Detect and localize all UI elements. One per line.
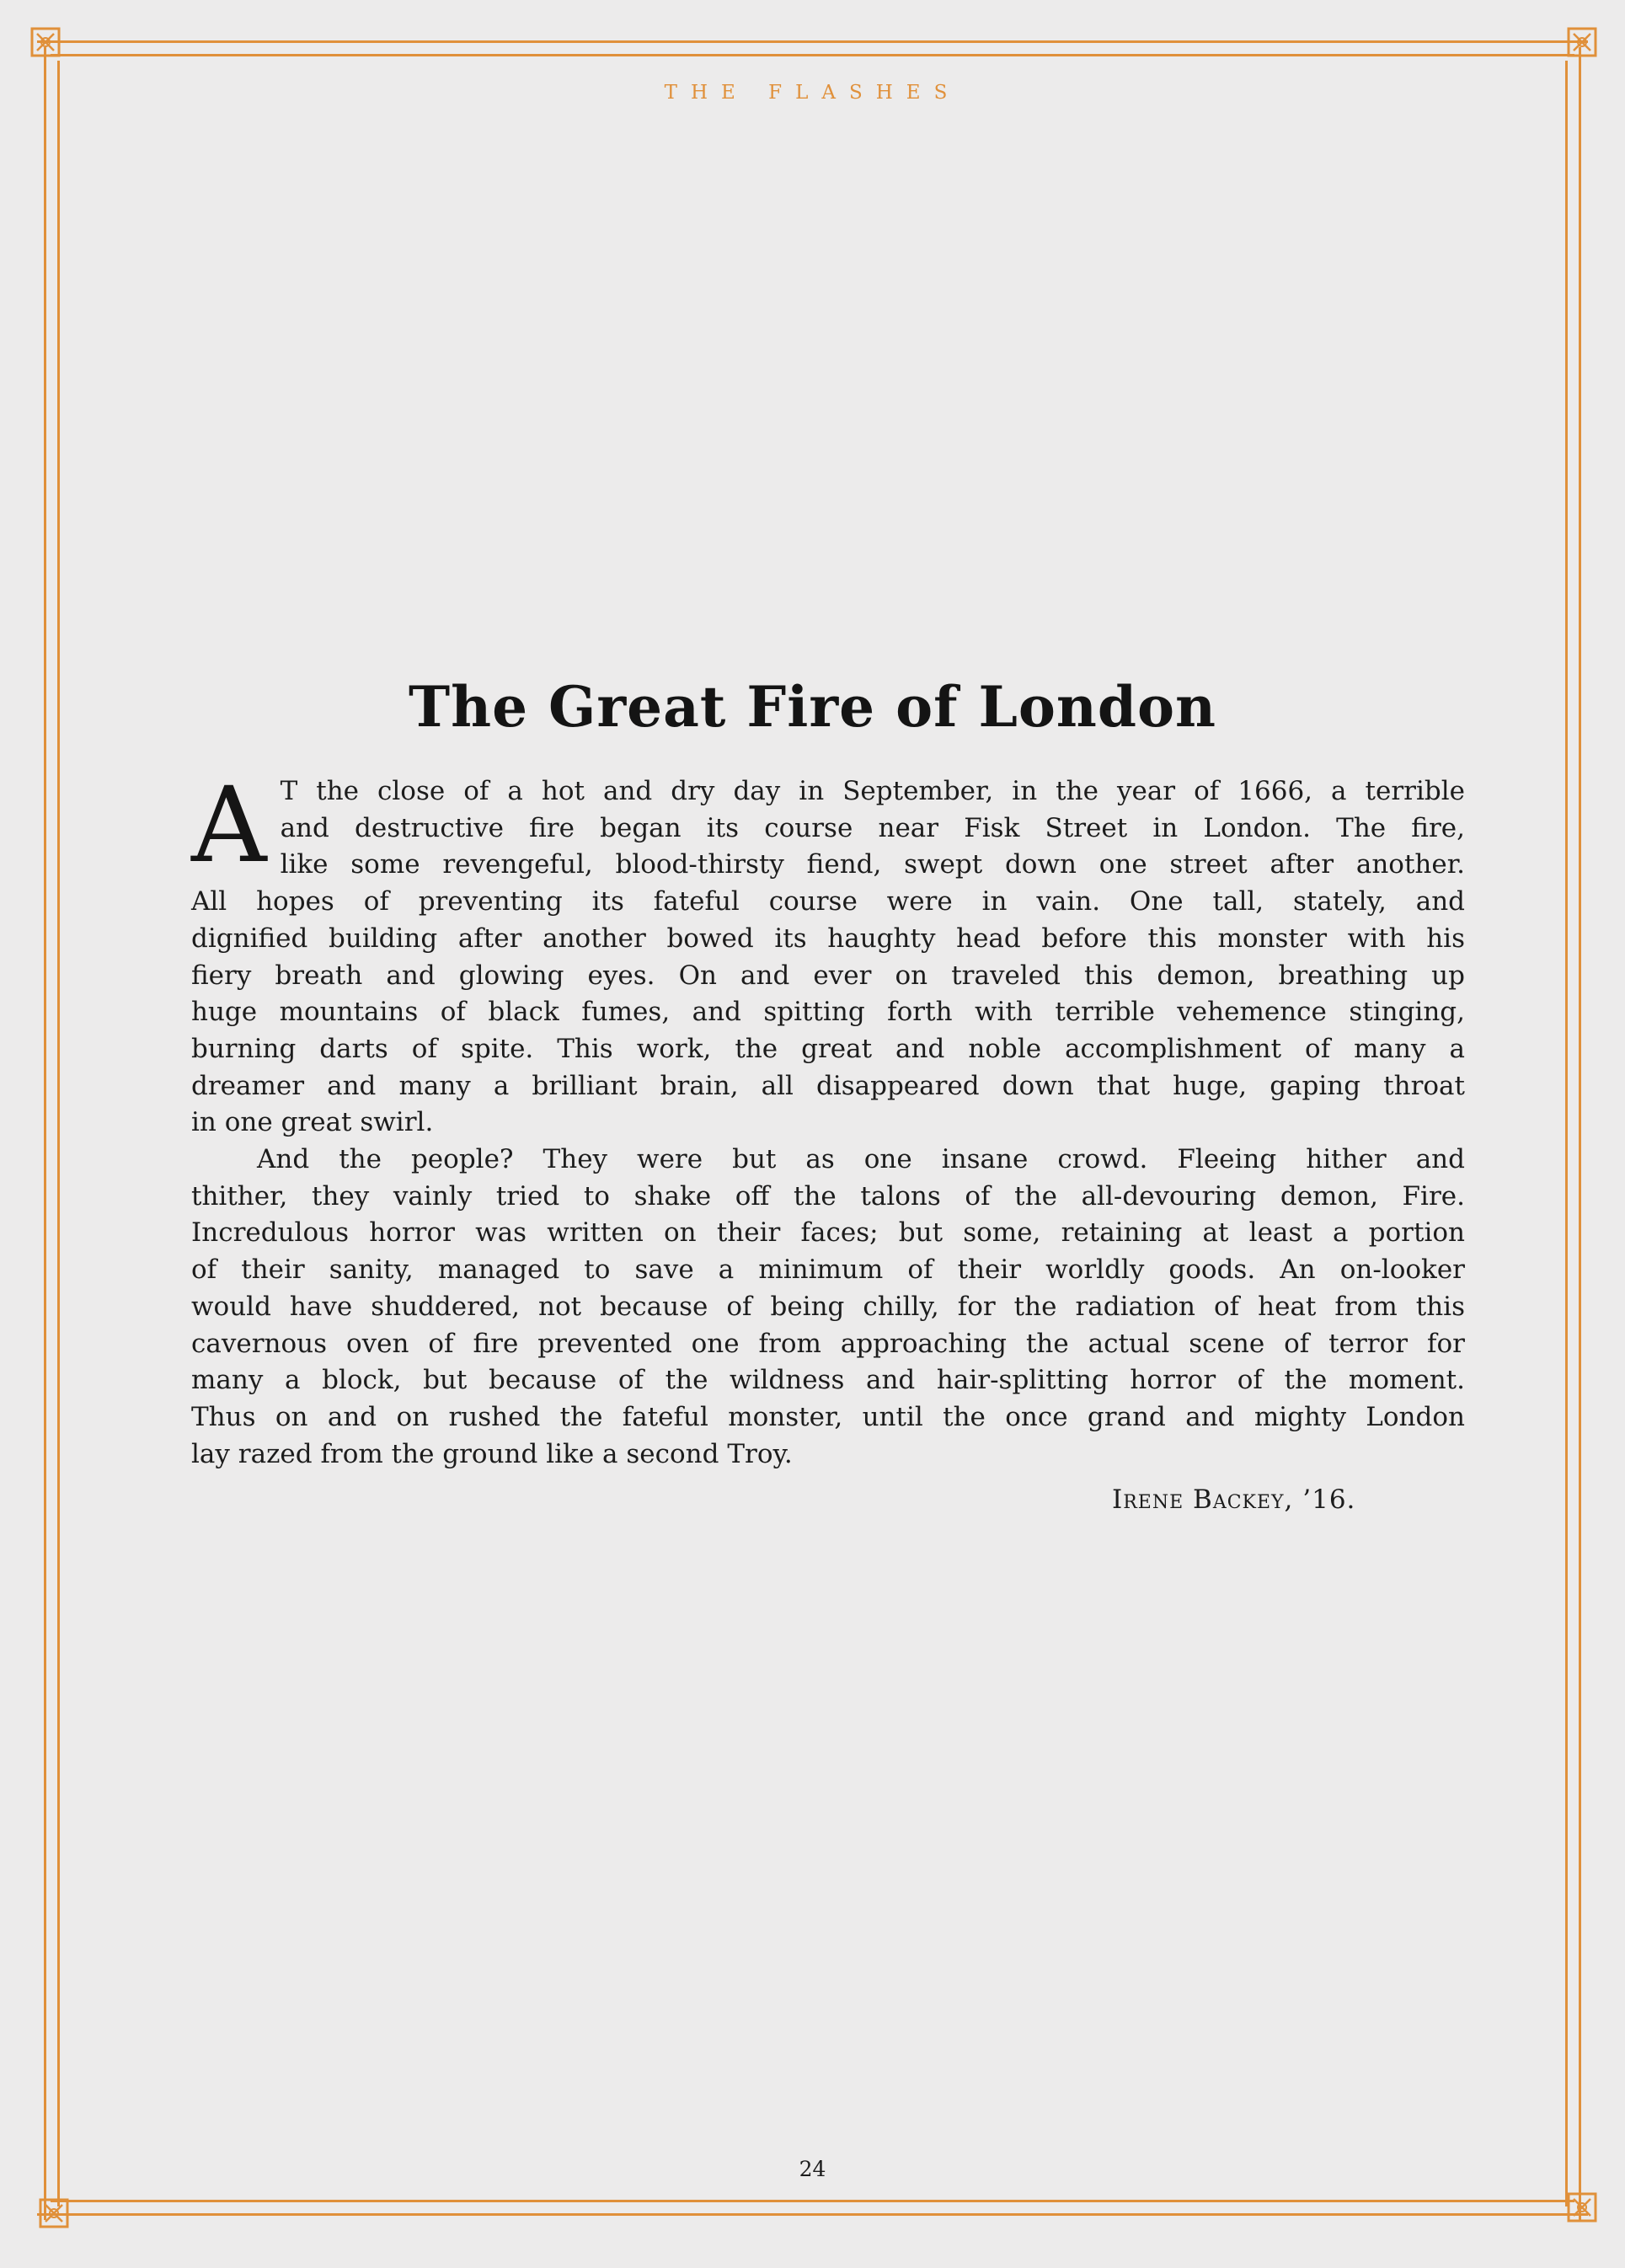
running-header: THE FLASHES — [664, 82, 961, 104]
corner-ornament-top-left — [29, 25, 62, 59]
text-line: dignified building after another bowed its haughty head before this monster with his — [191, 923, 1465, 954]
frame-left-inner-rule — [57, 61, 60, 2206]
frame-top-outer-rule — [37, 40, 1588, 43]
text-line: like some revengeful, blood-thirsty fiend, swept down one street after another. — [280, 849, 1465, 880]
paragraph-1-continuation — [191, 921, 1465, 1142]
drop-cap: A — [191, 765, 267, 886]
text-line: burning darts of spite. This work, the great and noble accomplishment of many a — [191, 1033, 1465, 1064]
text-line: Thus on and on rushed the fateful monster, until the once grand and mighty London — [191, 1401, 1465, 1432]
corner-ornament-bottom-left — [37, 2196, 71, 2230]
text-line: in one great swirl. — [191, 1107, 434, 1138]
article-body — [191, 765, 1465, 1473]
text-line: lay razed from the ground like a second Troy. — [191, 1438, 793, 1469]
text-line: fiery breath and glowing eyes. On and ever on traveled this demon, breathing up — [191, 960, 1465, 991]
text-line: T the close of a hot and dry day in September, in the year of 1666, a terrible — [280, 776, 1465, 806]
paragraph-1-opening — [191, 765, 1465, 921]
text-line: thither, they vainly tried to shake off the talons of the all-devouring demon, Fire. — [191, 1180, 1465, 1212]
frame-left-outer-rule — [44, 47, 46, 2220]
text-line: and destructive fire began its course near Fisk Street in London. The fire, — [280, 812, 1465, 843]
corner-ornament-bottom-right — [1565, 2190, 1599, 2224]
text-line: would have shuddered, not because of being chilly, for the radiation of heat from this — [191, 1291, 1465, 1322]
frame-right-inner-rule — [1565, 61, 1568, 2206]
paragraph-2 — [191, 1142, 1465, 1473]
article-title: The Great Fire of London — [408, 674, 1217, 740]
frame-bottom-inner-rule — [51, 2200, 1574, 2202]
text-line: cavernous oven of fire prevented one from approaching the actual scene of terror for — [191, 1328, 1465, 1359]
frame-bottom-outer-rule — [37, 2213, 1588, 2216]
corner-ornament-top-right — [1565, 25, 1599, 59]
text-line: of their sanity, managed to save a minimum of their worldly goods. An on-looker — [191, 1254, 1465, 1286]
text-line: And the people? They were but as one insane crowd. Fleeing hither and — [257, 1144, 1465, 1175]
frame-right-outer-rule — [1579, 47, 1581, 2220]
text-line: many a block, but because of the wildness and hair-splitting horror of the moment. — [191, 1365, 1465, 1396]
page-number: 24 — [799, 2157, 826, 2181]
text-line: All hopes of preventing its fateful course were in vain. One tall, stately, and — [191, 886, 1465, 917]
author-signature: Irene Backey, ’16. — [1112, 1484, 1356, 1515]
text-line: huge mountains of black fumes, and spitting forth with terrible vehemence stinging, — [191, 997, 1465, 1028]
frame-top-inner-rule — [51, 54, 1574, 56]
text-line: Incredulous horror was written on their faces; but some, retaining at least a portion — [191, 1217, 1465, 1249]
text-line: dreamer and many a brilliant brain, all disappeared down that huge, gaping throat — [191, 1070, 1465, 1101]
